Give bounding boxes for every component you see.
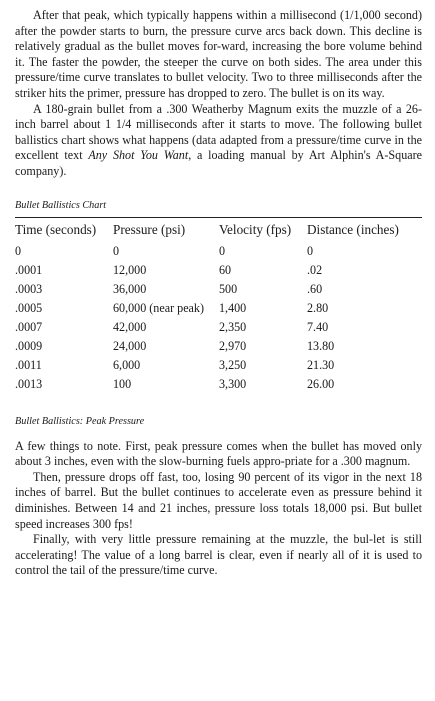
table-row — [15, 318, 424, 337]
header-time: Time (seconds) — [15, 221, 97, 237]
table-row — [15, 375, 424, 394]
header-pressure: Pressure (psi) — [113, 221, 186, 237]
barrel-paragraph — [15, 102, 422, 180]
cell-time: .0001 — [15, 262, 43, 277]
table-row — [15, 242, 424, 261]
cell-pressure: 6,000 — [113, 357, 141, 372]
header-distance: Distance (inches) — [307, 221, 399, 237]
cell-distance: 2.80 — [307, 300, 329, 315]
book-title: Any Shot You Want — [88, 148, 189, 163]
cell-velocity: 2,970 — [219, 338, 247, 353]
cell-pressure: 42,000 — [113, 319, 147, 334]
cell-distance: 26.00 — [307, 376, 335, 391]
cell-time: .0003 — [15, 281, 43, 296]
closing-paragraph: Then, pressure drops off fast, too, losing 90 percent of its vigor in the next 18 inches of barrel. But the bullet continues to accelerate even as pressure behind it diminishes. Between 14 and 21 inches, pressure loss totals 18,000 psi. But bullet speed increases 300 fps! — [15, 469, 422, 531]
section-caption: Bullet Ballistics: Peak Pressure — [15, 415, 145, 427]
barrel-paragraph-end: , a loading manual by Art Alphin's A-Square company). — [15, 148, 423, 178]
cell-velocity: 0 — [219, 243, 226, 258]
table-top-rule — [15, 217, 422, 218]
closing-paragraph: A few things to note. First, peak pressure comes when the bullet has moved only about 3 inches, even with the slow-burning fuels appro-priate for a .300 magnum. — [15, 438, 422, 469]
table-row — [15, 356, 424, 375]
table-row — [15, 299, 424, 318]
cell-velocity: 3,300 — [219, 376, 247, 391]
intro-paragraph: After that peak, which typically happens within a millisecond (1/1,000 second) after the powder starts to burn, the pressure curve arcs back down. This decline is relatively gradual as the bullet moves for-ward, increasing the bore volume behind it. The faster the powder, the steeper the curve on both sides. The area under this pressure/time curve translates to bullet velocity. Two to three milliseconds after the striker hits the primer, pressure has dropped to zero. The bullet is on its way. — [15, 8, 422, 100]
cell-pressure: 36,000 — [113, 281, 147, 296]
table-row — [15, 337, 424, 356]
cell-pressure: 100 — [113, 376, 132, 391]
barrel-paragraph-text: A 180-grain bullet from a .300 Weatherby Magnum exits the muzzle of a 26-inch barrel about 1 1/4 milliseconds after it starts to move. The following bullet ballistics chart shows what happens (data adapted from a pressure/time curve in the excellent text — [15, 101, 422, 163]
cell-time: .0011 — [15, 357, 42, 372]
cell-time: .0013 — [15, 376, 43, 391]
cell-distance: 21.30 — [307, 357, 335, 372]
cell-distance: .02 — [307, 262, 323, 277]
cell-velocity: 2,350 — [219, 319, 247, 334]
cell-time: 0 — [15, 243, 22, 258]
header-velocity: Velocity (fps) — [219, 221, 292, 237]
cell-time: .0009 — [15, 338, 43, 353]
cell-distance: 13.80 — [307, 338, 335, 353]
table-row — [15, 280, 424, 299]
cell-distance: .60 — [307, 281, 323, 296]
cell-velocity: 500 — [219, 281, 238, 296]
cell-time: .0007 — [15, 319, 43, 334]
cell-pressure: 60,000 (near peak) — [113, 300, 204, 315]
cell-pressure: 24,000 — [113, 338, 147, 353]
table-caption: Bullet Ballistics Chart — [15, 199, 107, 211]
ballistics-table — [15, 222, 424, 394]
cell-pressure: 12,000 — [113, 262, 147, 277]
table-row — [15, 261, 424, 280]
cell-distance: 0 — [307, 243, 314, 258]
cell-time: .0005 — [15, 300, 43, 315]
closing-paragraph: Finally, with very little pressure remaining at the muzzle, the bul-let is still accelerating! The value of a long barrel is clear, even if nearly all of it is used to control the tail of the pressure/time curve. — [15, 532, 422, 578]
cell-velocity: 3,250 — [219, 357, 247, 372]
cell-velocity: 60 — [219, 262, 232, 277]
cell-distance: 7.40 — [307, 319, 329, 334]
cell-velocity: 1,400 — [219, 300, 247, 315]
table-header-row — [15, 222, 424, 242]
cell-pressure: 0 — [113, 243, 120, 258]
